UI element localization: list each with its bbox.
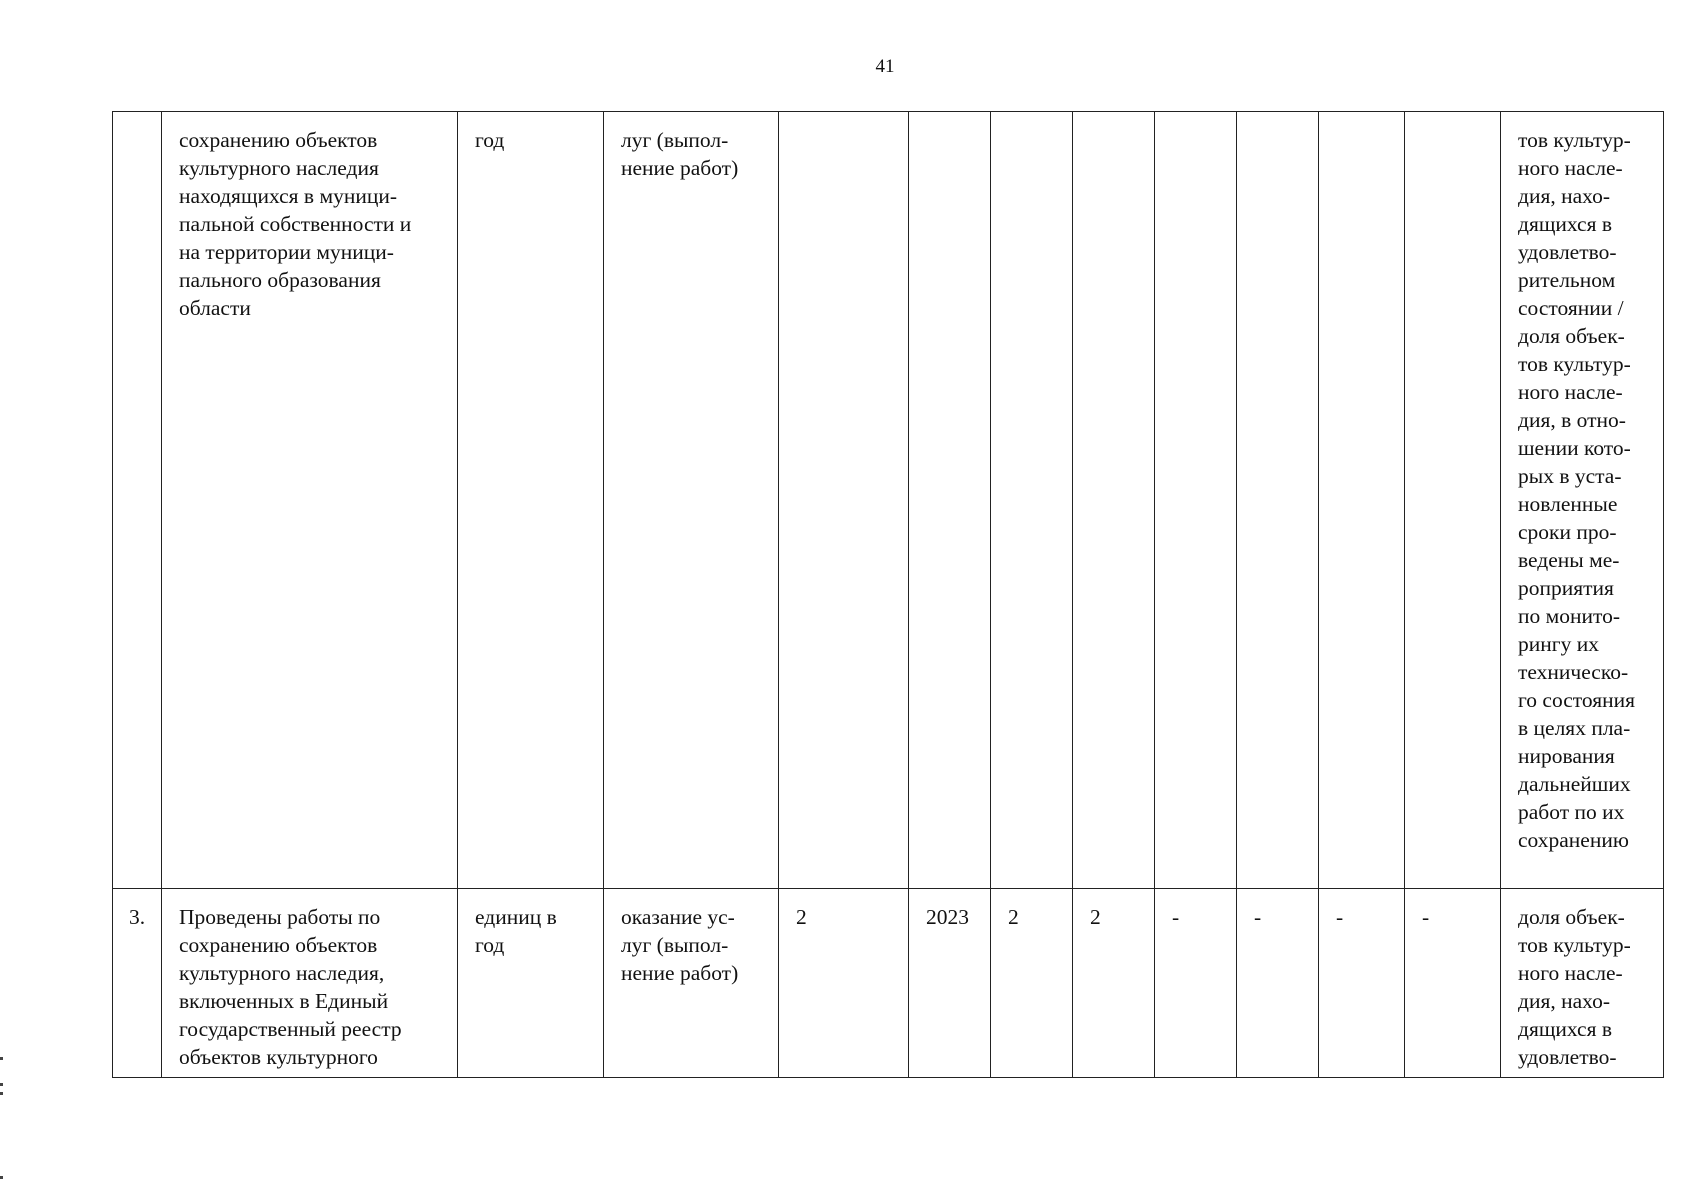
type-cell: оказание ус- луг (выпол- нение работ): [604, 889, 779, 1078]
row-number-cell: 3.: [113, 889, 162, 1078]
value-cell: [779, 112, 909, 889]
year-cell: 2023: [909, 889, 991, 1078]
indicator-cell: тов культур- ного насле- дия, нахо- дящихся в удовлетво- рительном состоянии / доля объек- тов культур- ного насле- дия, в отно- шении кото- рых в уста- новленные сроки про- ведены ме- роприятия по монито- рингу их техническо- го состояния в целях пла- нирования дальнейших работ по их сохранению: [1501, 112, 1664, 889]
result-name-cell: сохранению объектов культурного наследия находящихся в муници- пальной собственности и на территории муници- пального образования области: [162, 112, 458, 889]
value-cell: 2: [779, 889, 909, 1078]
value-cell: -: [1319, 889, 1405, 1078]
indicator-cell: доля объек- тов культур- ного насле- дия, нахо- дящихся в удовлетво-: [1501, 889, 1664, 1078]
page-number: 41: [875, 56, 895, 77]
value-cell: 2: [1073, 889, 1155, 1078]
row-number-cell: [113, 112, 162, 889]
value-cell: 2: [991, 889, 1073, 1078]
value-cell: [1319, 112, 1405, 889]
scan-speck: [0, 1092, 3, 1095]
value-cell: [1405, 112, 1501, 889]
document-table: [112, 111, 1664, 1078]
type-cell: луг (выпол- нение работ): [604, 112, 779, 889]
table-row: [113, 112, 1664, 889]
scan-speck: [0, 1083, 3, 1086]
value-cell: -: [1237, 889, 1319, 1078]
year-cell: [909, 112, 991, 889]
value-cell: [991, 112, 1073, 889]
value-cell: -: [1155, 889, 1237, 1078]
scan-speck: [0, 1057, 3, 1060]
unit-cell: единиц в год: [458, 889, 604, 1078]
result-name-cell: Проведены работы по сохранению объектов культурного наследия, включенных в Единый государственный реестр объектов культурного: [162, 889, 458, 1078]
value-cell: [1237, 112, 1319, 889]
value-cell: -: [1405, 889, 1501, 1078]
scan-speck: [0, 1176, 3, 1179]
value-cell: [1155, 112, 1237, 889]
table-row: [113, 889, 1664, 1078]
unit-cell: год: [458, 112, 604, 889]
value-cell: [1073, 112, 1155, 889]
